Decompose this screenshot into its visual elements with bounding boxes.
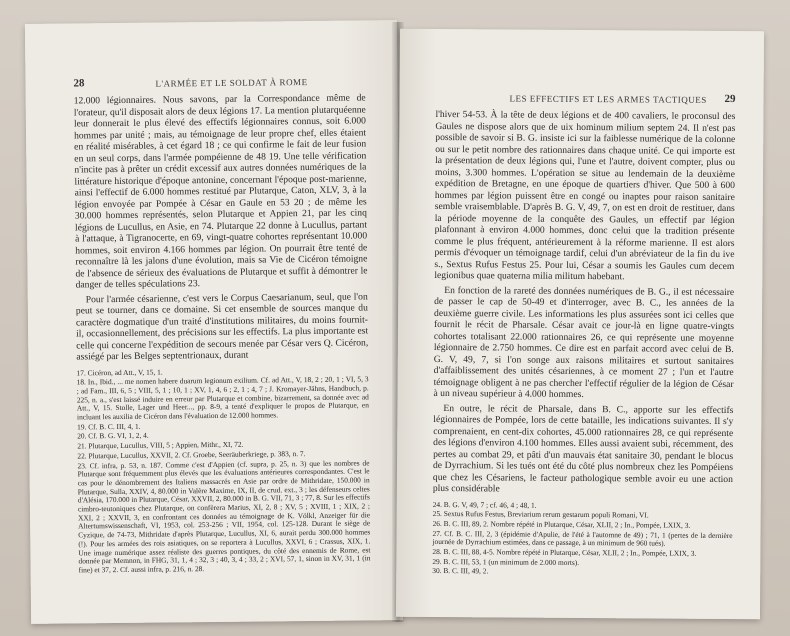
left-paragraph-1: 12.000 légionnaires. Nous savons, par la Correspondance même de l'orateur, qu'il disposait alors de deux légions 17. La mention plutarquéenne leur donnerait le plus élevé des effectifs légionnaires connus, soit 6.000 hommes par unité ; mais, au témoignage de leur propre chef, elles étaient en réalité misérables, à cet égard 18 ; ce qui confirme le fait de leur fusion en un seul corps, dans l'armée pompéienne de 48 19. Une telle vérification n'incite pas à prêter un crédit excessif aux autres données numériques de la littérature historique d'époque antonine, concernant l'époque post-marienne, ainsi l'effectif de 6.000 hommes restitué par Plutarque, Caton, XLV, 3, à la légion envoyée par Pompée à César en Gaule en 53 20 ; de même les 30.000 hommes représentés, selon Plutarque et Appien 21, par les cinq légions de Lucullus, en Asie, en 74. Plutarque 22 donne à Lucullus, partant à l'attaque, à Tigranocerte, en 69, vingt-quatre cohortes représentant 10.000 hommes, soit environ 4.166 hommes par légion. On pourrait être tenté de reconnaître là les jalons d'une évolution, mais sa Vie de Cicéron témoigne de l'absence de sérieux des évaluations de Plutarque et suffit à démontrer le danger de telles spéculations 23. [73, 92, 368, 291]
footnote-17: 17. Cicéron, ad Att., V, 15, 1. [76, 367, 163, 377]
right-paragraph-1: l'hiver 54-53. À la tête de deux légions et de 400 cavaliers, le proconsul des Gaules ne dispose alors que de uix hominum milium septem 24. Il n'est pas possible de savoir si B. G. insiste ici sur la faiblesse numérique de la colonne ou sur le petit nombre des rationnaires dans chaque unité. Ce qui importe est la présentation de deux légions qui, l'une et l'autre, doivent compter, plus ou moins, 3.300 hommes. L'opération se situe au lendemain de la deuxième expédition de Bretagne, en une époque de quartiers d'hiver. Que 500 à 600 hommes par légion puissent être en congé ou inaptes pour raison sanitaire semble vraisemblable. D'après B. G. V, 49, 7, on est en droit de restituer, dans la période moyenne de la conquête des Gaules, un effectif par légion plafonnant à environ 4.000 hommes, donc celui que la tradition présente comme le plus fréquent, antérieurement à la réforme marienne. Il est alors permis d'évoquer un témoignage tardif, celui d'un abréviateur de la fin du ive s., Sextus Rufus Festus 25. Pour lui, César a soumis les Gaules cum decem legionibus quae quaterna milia militum habebant. [434, 108, 736, 283]
footnote-20: 20. Cf. B. G. VI, 1, 2, 4. [77, 431, 149, 441]
footnote-18: 18. In., Ibid., ... me nomen habere duarum legionum exilium. Cf. ad Att., V, 18, 2 ; 20, 1 ; VI, 5, 3 ; ad Fam., III, 6, 5 ; VIII, 5, 1 ; 10, 1 ; XV, 1, 4, 6 ; 2, 1 ; 4, 7 ; J. Kromayer-Jähns, Handbuch, p. 225, n. a., s'est laissé induire en erreur par Plutarque et combine, bizarrement, sa donnée avec ad Att., V, 15. Stolle, Lager und Heer..., pp. 8-9, a tenté d'expliquer le propos de Plutarque, en incluant les auxilia de Cicéron dans l'évaluation de 12.000 hommes. [76, 374, 369, 422]
footnote-27: 27. Cf. B. C. III, 2, 3 (épidémie d'Apulie, de l'été à l'automne de 49) ; 71, 1 (pertes de la dernière journée de Dyrrachium estimées, dans ce passage, à un minimum de 960 tués). [432, 528, 733, 548]
running-head-left: L'ARMÉE ET LE SOLDAT À ROME [155, 77, 308, 89]
running-head-right: LES EFFECTIFS ET LES ARMES TACTIQUES [509, 93, 707, 105]
right-footnotes [432, 500, 733, 578]
footnote-21: 21. Plutarque, Lucullus, VIII, 5 ; Appien, Mithr., XI, 72. [77, 439, 244, 451]
footnote-24: 24. B. G. V, 49, 7 ; cf. 46, 4 ; 48, 1. [432, 499, 537, 510]
right-paragraph-3: En outre, le récit de Pharsale, dans B. C., apporte sur les effectifs légionnaires de Pompée, lors de cette bataille, les indications suivantes. Il s'y comprenaient, en cent-dix cohortes, 45.000 rationnaires 28, ce qui représente des légions d'environ 4.100 hommes. Elles aussi avaient subi, récemment, des pertes au combat 29, et pâti d'un mauvais état sanitaire 30, pendant le blocus de Dyrrachium. Si les tués ont été du côté plus nombreux chez les Pompéiens que chez les Césariens, le facteur pathologique semble avoir eu une action plus considérable [432, 402, 734, 495]
right-page [396, 29, 764, 620]
page-number-left: 28 [73, 77, 85, 90]
right-body-text [433, 109, 736, 497]
left-body-text [74, 92, 369, 363]
footnote-29: 29. B. C. III, 53, 1 (un minimum de 2.000 morts). [432, 556, 580, 567]
footnote-23: 23. Cf. infra, p. 53, n. 187. Comme c'est d'Appien (cf. supra, p. 25, n. 3) que les nombres de Plutarque sont fréquemment plus élevés que les évaluations antérieures correspondantes. C'est le cas pour le dénombrement des Italiens massacrés en Asie par ordre de Mithridate, 150.000 in Plutarque, Sulla, XXIV, 4, 80.000 in Valère Maxime, IX, II, de crud. ext., 3 ; les défenseurs celtes d'Alésia, 170.000 in Plutarque, César, XXVII, 2, 80.000 in B. G. VII, 71, 3 ; 77, 8. Sur les effectifs cimbro-teutoniques chez Plutarque, on confèrera Marius, XI, 2, 8 ; XV, 5 ; XVIII, 1 ; XIX, 2 ; XXI, 2 ; XXVII, 3, en confrontant ces données au témoignage de K. Völkl, Anzeiger für die Altertumswissenschaft, VI, 1953, col. 253-256 ; VII, 1954, col. 125-128. Durant le siège de Cyzique, de 74-73, Mithridate d'après Plutarque, Lucullus, XI, 6, aurait perdu 300.000 hommes (!). Pour les armées des rois asiatiques, on se reportera à Lucullus, XXVI, 6 ; Crassus, XIX, 1. Une image numérique assez réaliste des guerres pontiques, du côté des ennemis de Rome, est donnée par Memnon, in FHG, 31, 1, 4 ; 32, 3 ; 40, 3, 4 ; 33, 2 ; XVI, 57, 1, sinon in XV, 31, 1 (in fine) et 37, 2. Cf. aussi infra, p. 216, n. 28. [77, 457, 371, 575]
footnote-22: 22. Plutarque, Lucullus, XXVII, 2. Cf. Groebe, Seeräuberkriege, p. 383, n. 7. [77, 448, 306, 461]
footnote-25: 25. Sextus Rufus Festus, Breviarium rerum gestarum populi Romani, VI. [432, 509, 649, 520]
left-footnotes [76, 366, 370, 575]
footnote-19: 19. Cf. B. C. III, 4, 1. [77, 421, 141, 432]
footnote-30: 30. B. C. III, 49, 2. [432, 566, 489, 576]
right-paragraph-2: En fonction de la rareté des données numériques de B. G., il est nécessaire de passer le cap de 50-49 et d'interroger, avec B. C., les années de la deuxième guerre civile. Les informations les plus assurées sont ici celles que fournit le récit de Pharsale. César avait ce jour-là en ligne quatre-vingts cohortes totalisant 22.000 rationnaires 26, ce qui représente une moyenne légionnaire de 2.750 hommes. Ce dire est en parfait accord avec celui de B. G. V, 49, 7, si l'on songe aux raisons militaires et surtout sanitaires d'affaiblissement des unités césariennes, à ce moment 27 ; l'un et l'autre témoignage obligent à ne pas chercher l'effectif régulier de la légion de César à un niveau supérieur à 4.000 hommes. [433, 284, 735, 401]
left-page [25, 20, 403, 624]
left-paragraph-2: Pour l'armée césarienne, c'est vers le Corpus Caesarianum, seul, que l'on peut se tourner, dans ce domaine. Si cet ensemble de sources manque du caractère dogmatique d'un traité d'institutions militaires, du moins fournit-il, occasionnellement, des précisions sur les effectifs. La plus importante est celle qui concerne l'expédition de secours menée par César vers Q. Cicéron, assiégé par les Belges septentrionaux, durant [75, 290, 369, 363]
page-number-right: 29 [724, 93, 736, 106]
footnote-28: 28. B. C. III, 88, 4-5. Nombre répété in Plutarque, César, XLII, 2 ; In., Pompée, LXIX, 3. [432, 546, 697, 558]
footnote-26: 26. B. C. III, 89, 2. Nombre répété in Plutarque, César, XLII, 2 ; In., Pompée, LXIX, 3. [432, 518, 691, 530]
